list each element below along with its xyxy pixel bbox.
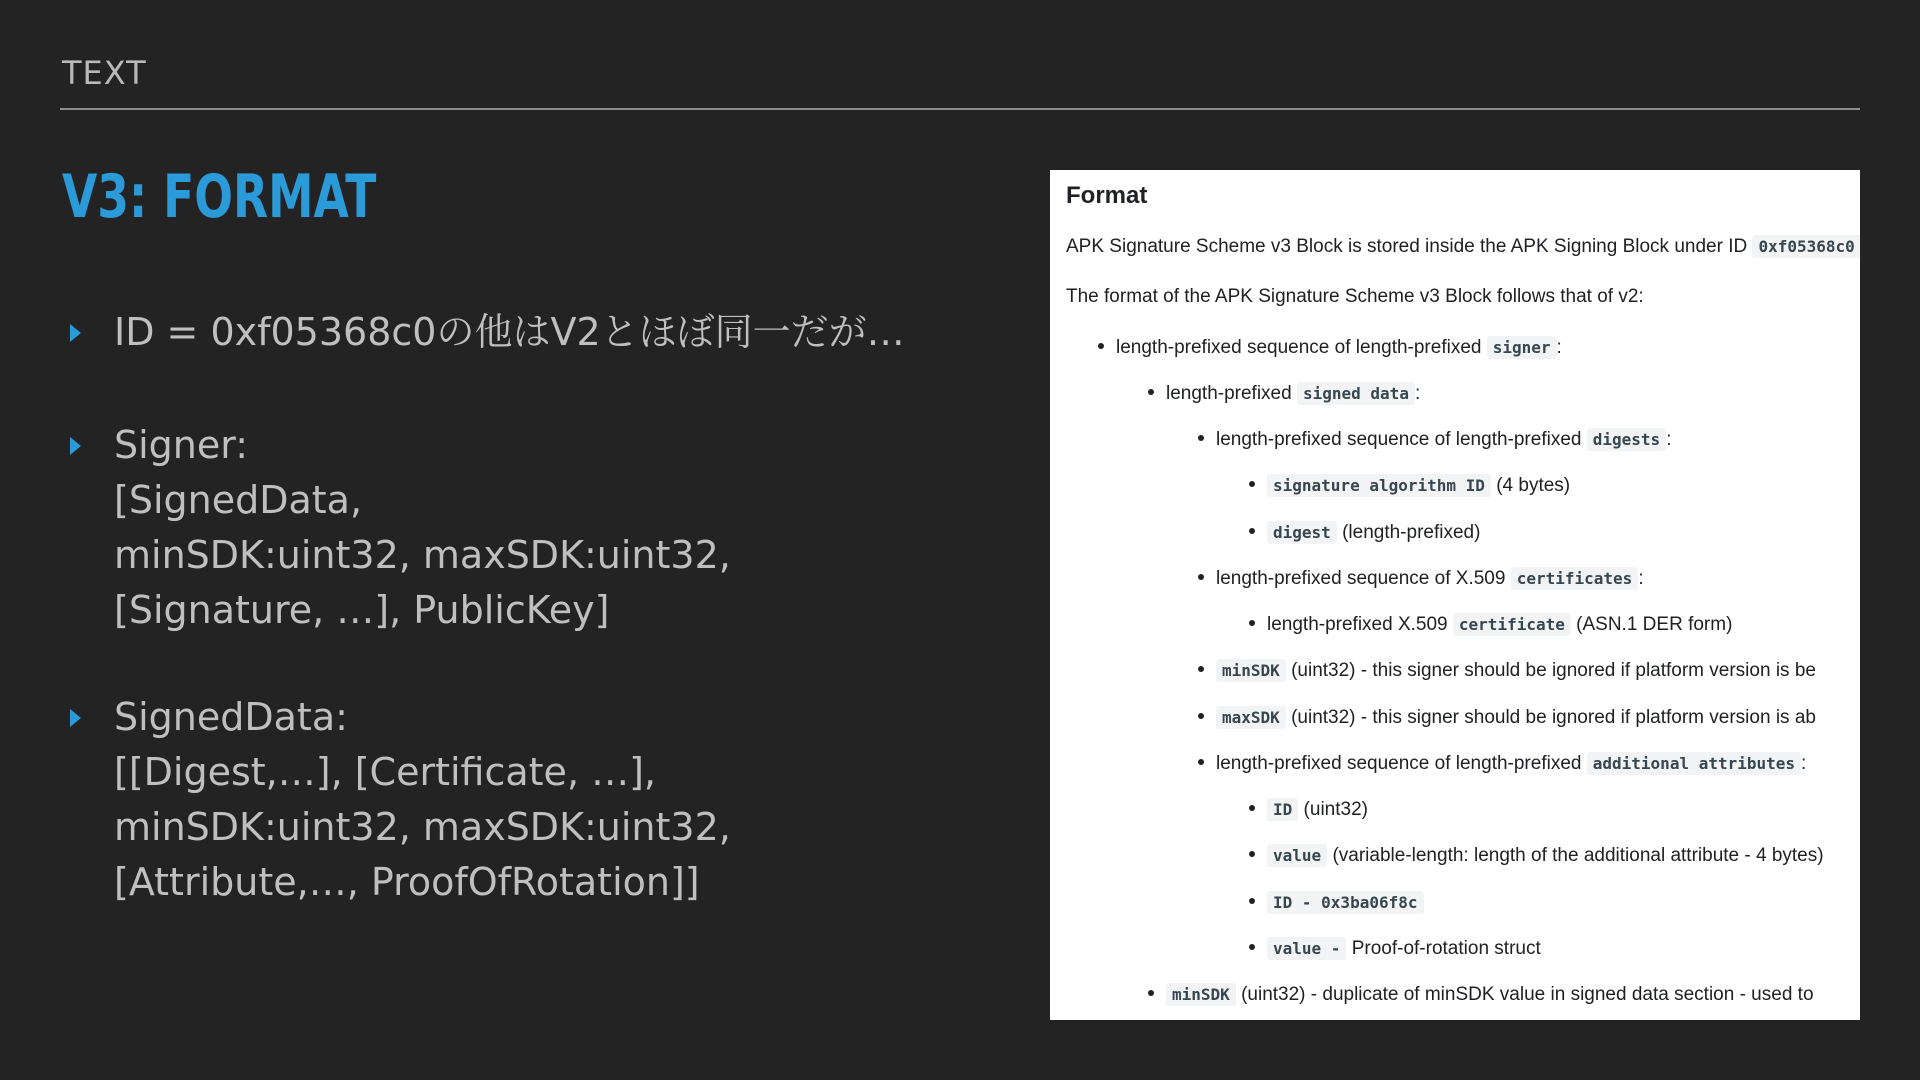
bullet-line: minSDK:uint32, maxSDK:uint32, xyxy=(114,533,731,577)
doc-list-item xyxy=(1249,610,1732,640)
section-label: TEXT xyxy=(62,54,147,92)
bullet-dot-icon xyxy=(1249,528,1255,534)
bullet-dot-icon xyxy=(1198,759,1204,765)
slide-title: V3: FORMAT xyxy=(62,162,377,232)
doc-code: certificates xyxy=(1511,567,1639,590)
doc-item-after: (uint32) xyxy=(1303,799,1368,820)
bullet-line: ID = 0xf05368c0の他はV2とほぼ同一だが… xyxy=(114,310,905,354)
doc-item-after: : xyxy=(1556,337,1562,358)
doc-list-item xyxy=(1198,749,1806,779)
bullet-dot-icon xyxy=(1098,343,1104,349)
doc-item-after: (uint32) - this signer should be ignored if platform version is ab xyxy=(1291,707,1816,728)
bullet-line: [SignedData, xyxy=(114,478,363,522)
doc-code: 0xf05368c0 xyxy=(1752,235,1860,258)
doc-item-after: (4 bytes) xyxy=(1496,475,1571,496)
bullet-dot-icon xyxy=(1198,574,1204,580)
doc-item-text: length-prefixed X.509 xyxy=(1267,614,1448,635)
bullet-line: SignedData: xyxy=(114,695,348,739)
doc-item-after: (uint32) - this signer should be ignored if platform version is be xyxy=(1291,660,1816,681)
doc-list-item xyxy=(1249,518,1480,548)
doc-code: signed data xyxy=(1297,382,1415,405)
doc-item-after: (uint32) - duplicate of minSDK value in signed data section - used to xyxy=(1241,984,1814,1005)
bullet-dot-icon xyxy=(1198,713,1204,719)
doc-item-text: length-prefixed sequence of length-prefixed xyxy=(1216,753,1582,774)
doc-code: additional attributes xyxy=(1587,752,1801,775)
header-divider xyxy=(60,108,1860,110)
bullet-dot-icon xyxy=(1249,851,1255,857)
bullet-line: Signer: xyxy=(114,423,249,467)
doc-list-item xyxy=(1198,656,1816,686)
doc-item-after: : xyxy=(1801,753,1807,774)
triangle-bullet-icon xyxy=(70,709,81,727)
bullet-line: minSDK:uint32, maxSDK:uint32, xyxy=(114,805,731,849)
triangle-bullet-icon xyxy=(70,437,81,455)
bullet-line: [Signature, …], PublicKey] xyxy=(114,588,610,632)
doc-list-item xyxy=(1249,841,1824,871)
doc-item-after: Proof-of-rotation struct xyxy=(1351,938,1541,959)
doc-item-text: length-prefixed sequence of length-prefixed xyxy=(1116,337,1482,358)
doc-code: ID - 0x3ba06f8c xyxy=(1267,891,1424,914)
bullet-item-signed-data xyxy=(64,690,964,910)
doc-code: ID xyxy=(1267,798,1298,821)
doc-item-after: (ASN.1 DER form) xyxy=(1576,614,1733,635)
documentation-screenshot xyxy=(1050,170,1860,1020)
bullet-line: [Attribute,…, ProofOfRotation]] xyxy=(114,860,700,904)
doc-item-after: : xyxy=(1638,568,1644,589)
triangle-bullet-icon xyxy=(70,324,81,342)
doc-item-after: : xyxy=(1666,429,1672,450)
doc-code: minSDK xyxy=(1166,983,1236,1006)
bullet-list xyxy=(64,305,964,910)
bullet-item-id xyxy=(64,305,964,360)
doc-item-text: length-prefixed sequence of X.509 xyxy=(1216,568,1506,589)
doc-code: signature algorithm ID xyxy=(1267,474,1491,497)
bullet-dot-icon xyxy=(1198,666,1204,672)
doc-list-item xyxy=(1249,471,1570,501)
doc-list-item xyxy=(1198,703,1816,733)
doc-intro-text: APK Signature Scheme v3 Block is stored inside the APK Signing Block under ID xyxy=(1066,236,1748,257)
doc-list-item xyxy=(1148,980,1814,1010)
doc-list-item xyxy=(1249,934,1541,964)
doc-item-text: length-prefixed xyxy=(1166,383,1292,404)
doc-item-text: length-prefixed sequence of length-prefixed xyxy=(1216,429,1582,450)
bullet-line: [[Digest,…], [Certificate, …], xyxy=(114,750,657,794)
doc-item-after: (variable-length: length of the additional attribute - 4 bytes) xyxy=(1332,845,1824,866)
doc-list-item xyxy=(1198,564,1644,594)
bullet-item-signer xyxy=(64,418,964,638)
doc-code: value xyxy=(1267,844,1327,867)
bullet-dot-icon xyxy=(1249,944,1255,950)
doc-code: value - xyxy=(1267,937,1346,960)
bullet-dot-icon xyxy=(1249,805,1255,811)
bullet-dot-icon xyxy=(1249,620,1255,626)
doc-list-item xyxy=(1148,379,1420,409)
bullet-dot-icon xyxy=(1249,898,1255,904)
doc-code: signer xyxy=(1487,336,1557,359)
doc-code: digests xyxy=(1587,428,1666,451)
doc-code: maxSDK xyxy=(1216,706,1286,729)
bullet-dot-icon xyxy=(1249,481,1255,487)
bullet-dot-icon xyxy=(1148,990,1154,996)
doc-list-item xyxy=(1249,795,1368,825)
doc-code: minSDK xyxy=(1216,659,1286,682)
doc-list-item xyxy=(1249,888,1424,918)
bullet-dot-icon xyxy=(1198,435,1204,441)
doc-item-after: (length-prefixed) xyxy=(1342,522,1481,543)
doc-intro-line: The format of the APK Signature Scheme v3 Block follows that of v2: xyxy=(1066,286,1644,307)
doc-list-item xyxy=(1098,333,1562,363)
doc-item-after: : xyxy=(1414,383,1421,404)
doc-code: digest xyxy=(1267,521,1337,544)
doc-heading: Format xyxy=(1066,182,1148,209)
doc-list-item xyxy=(1198,425,1671,455)
bullet-dot-icon xyxy=(1148,389,1154,395)
doc-code: certificate xyxy=(1453,613,1571,636)
doc-intro-line xyxy=(1066,232,1860,262)
